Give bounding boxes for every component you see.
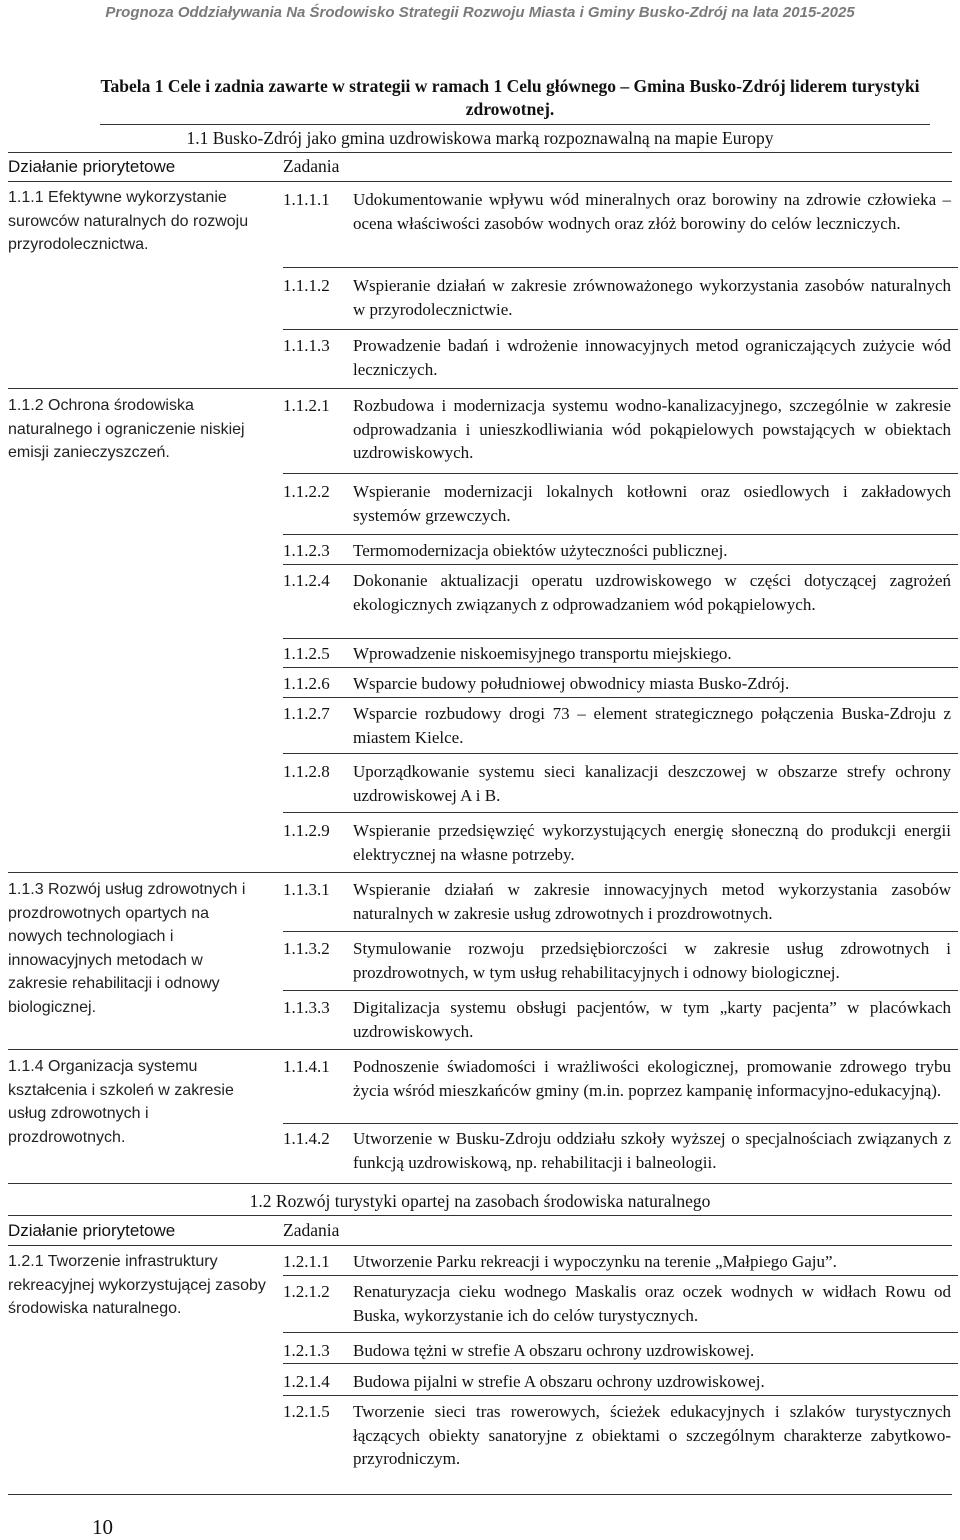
divider — [283, 329, 958, 330]
task-item — [283, 1280, 951, 1327]
task-text: Rozbudowa i modernizacja systemu wodno-kanalizacyjnego, szczególnie w zakresie odprowadzania i unieszkodliwiania wód pokąpielowych powstających w obiektach uzdrowiskowych. — [353, 396, 951, 462]
task-text: Utworzenie Parku rekreacji i wypoczynku na terenie „Małpiego Gaju”. — [353, 1252, 837, 1271]
divider — [283, 473, 958, 474]
task-item — [283, 539, 951, 563]
task-item — [283, 819, 951, 866]
divider — [283, 1123, 958, 1124]
divider — [283, 931, 958, 932]
task-item — [283, 274, 951, 321]
task-item — [283, 878, 951, 925]
column-header-tasks: Zadania — [283, 1220, 340, 1240]
divider — [283, 1275, 958, 1276]
task-item — [283, 1339, 951, 1363]
task-text: Wprowadzenie niskoemisyjnego transportu miejskiego. — [353, 644, 732, 663]
task-text: Udokumentowanie wpływu wód mineralnych oraz borowiny na zdrowie człowieka – ocena właściwości zasobów wodnych oraz złóż borowiny do celów leczniczych. — [353, 190, 951, 233]
task-number: 1.1.2.7 — [283, 704, 330, 723]
divider — [8, 1049, 958, 1050]
task-number: 1.1.2.8 — [283, 762, 330, 781]
task-item — [283, 642, 951, 666]
task-text: Wspieranie działań w zakresie zrównoważonego wykorzystania zasobów naturalnych w przyrodolecznictwie. — [353, 276, 951, 319]
task-number: 1.1.3.3 — [283, 998, 330, 1017]
divider — [8, 1215, 952, 1216]
priority-action: 1.1.1 Efektywne wykorzystanie surowców naturalnych do rozwoju przyrodolecznictwa. — [8, 189, 249, 253]
divider — [283, 638, 958, 639]
task-text: Budowa pijalni w strefie A obszaru ochrony uzdrowiskowej. — [353, 1372, 765, 1391]
divider — [8, 181, 952, 182]
divider — [8, 1245, 952, 1246]
task-number: 1.2.1.2 — [283, 1282, 330, 1301]
task-number: 1.2.1.1 — [283, 1252, 330, 1271]
task-number: 1.2.1.4 — [283, 1372, 330, 1391]
column-header-actions: Działanie priorytetowe — [8, 157, 176, 176]
task-item — [283, 480, 951, 527]
task-item — [283, 672, 951, 696]
task-number: 1.1.2.4 — [283, 571, 330, 590]
task-number: 1.1.2.2 — [283, 482, 330, 501]
task-text: Prowadzenie badań i wdrożenie innowacyjnych metod ograniczających zużycie wód leczniczych. — [353, 336, 951, 379]
task-text: Budowa tężni w strefie A obszaru ochrony uzdrowiskowej. — [353, 1341, 755, 1360]
task-item — [283, 334, 951, 381]
task-text: Utworzenie w Busku-Zdroju oddziału szkoły wyższej o specjalnościach związanych z funkcją uzdrowiskową, np. rehabilitacji i balneologii. — [353, 1129, 951, 1172]
task-text: Dokonanie aktualizacji operatu uzdrowiskowego w części dotyczącej zagrożeń ekologicznych związanych z odprowadzaniem wód pokąpielowych. — [353, 571, 951, 614]
task-item — [283, 1055, 951, 1102]
running-header: Prognoza Oddziaływania Na Środowisko Strategii Rozwoju Miasta i Gminy Busko-Zdrój na lata 2015-2025 — [105, 4, 855, 21]
divider — [283, 267, 958, 268]
divider — [8, 872, 958, 873]
divider — [283, 753, 958, 754]
task-text: Digitalizacja systemu obsługi pacjentów, w tym „karty pacjenta” w placówkach uzdrowiskowych. — [353, 998, 951, 1041]
divider — [283, 1395, 958, 1396]
task-text: Wspieranie przedsięwzięć wykorzystujących energię słoneczną do produkcji energii elektrycznej na własne potrzeby. — [353, 821, 951, 864]
task-item — [283, 188, 951, 235]
task-item — [283, 569, 951, 616]
task-number: 1.1.1.2 — [283, 276, 330, 295]
divider — [283, 697, 958, 698]
goal-title: 1.2 Rozwój turystyki opartej na zasobach środowiska naturalnego — [249, 1191, 711, 1211]
task-text: Wspieranie modernizacji lokalnych kotłowni oraz osiedlowych i zakładowych systemów grzewczych. — [353, 482, 951, 525]
task-text: Tworzenie sieci tras rowerowych, ścieżek edukacyjnych i szlaków turystycznych łączących obiekty sanatoryjne z obiektami o szczególnym charakterze zabytkowo-przyrodniczym. — [353, 1402, 951, 1468]
priority-action: 1.1.2 Ochrona środowiska naturalnego i ograniczenie niskiej emisji zanieczyszczeń. — [8, 397, 245, 461]
task-number: 1.1.2.6 — [283, 674, 330, 693]
priority-action: 1.1.4 Organizacja systemu kształcenia i szkoleń w zakresie usług zdrowotnych i prozdrowotnych. — [8, 1058, 234, 1146]
table-caption: Tabela 1 Cele i zadnia zawarte w strategii w ramach 1 Celu głównego – Gmina Busko-Zdrój liderem turystyki zdrowotnej. — [100, 76, 920, 119]
divider — [283, 1332, 958, 1333]
divider — [283, 812, 958, 813]
task-number: 1.1.3.1 — [283, 880, 330, 899]
task-text: Podnoszenie świadomości i wrażliwości ekologicznej, promowanie zdrowego trybu życia wśród mieszkańców gminy (m.in. poprzez kampanię informacyjno-edukacyjną). — [353, 1057, 951, 1100]
divider — [8, 1183, 952, 1184]
task-number: 1.2.1.3 — [283, 1341, 330, 1360]
task-item — [283, 937, 951, 984]
page-number: 10 — [92, 1515, 113, 1539]
goal-title: 1.1 Busko-Zdrój jako gmina uzdrowiskowa marką rozpoznawalną na mapie Europy — [186, 128, 774, 148]
task-text: Renaturyzacja cieku wodnego Maskalis oraz oczek wodnych w widłach Rowu od Buska, wykorzystanie ich do celów turystycznych. — [353, 1282, 951, 1325]
task-item — [283, 1250, 951, 1274]
task-item — [283, 1370, 951, 1394]
task-number: 1.1.2.1 — [283, 396, 330, 415]
task-text: Wsparcie budowy południowej obwodnicy miasta Busko-Zdrój. — [353, 674, 790, 693]
task-text: Wsparcie rozbudowy drogi 73 – element strategicznego połączenia Buska-Zdroju z miastem Kielce. — [353, 704, 951, 747]
task-number: 1.1.2.5 — [283, 644, 330, 663]
column-header-tasks: Zadania — [283, 156, 340, 176]
column-header-actions: Działanie priorytetowe — [8, 1221, 176, 1240]
task-number: 1.1.2.9 — [283, 821, 330, 840]
task-item — [283, 760, 951, 807]
task-text: Stymulowanie rozwoju przedsiębiorczości w zakresie usług zdrowotnych i prozdrowotnych, w tym usług rehabilitacyjnych i odnowy biologicznej. — [353, 939, 951, 982]
task-number: 1.1.1.3 — [283, 336, 330, 355]
task-text: Termomodernizacja obiektów użyteczności publicznej. — [353, 541, 728, 560]
divider — [100, 124, 930, 125]
task-item — [283, 702, 951, 749]
priority-action: 1.1.3 Rozwój usług zdrowotnych i prozdrowotnych opartych na nowych technologiach i innowacyjnych metodach w zakresie rehabilitacji i odnowy biologicznej. — [8, 881, 246, 1016]
priority-action: 1.2.1 Tworzenie infrastruktury rekreacyjnej wykorzystującej zasoby środowiska naturalnego. — [8, 1253, 266, 1317]
divider — [283, 534, 958, 535]
divider — [283, 564, 958, 565]
task-number: 1.1.3.2 — [283, 939, 330, 958]
divider — [8, 152, 952, 153]
task-number: 1.1.4.1 — [283, 1057, 330, 1076]
footer-divider — [8, 1494, 952, 1495]
divider — [283, 1363, 958, 1364]
divider — [283, 990, 958, 991]
divider — [283, 667, 958, 668]
task-number: 1.1.2.3 — [283, 541, 330, 560]
task-number: 1.1.4.2 — [283, 1129, 330, 1148]
task-item — [283, 394, 951, 465]
task-item — [283, 1127, 951, 1174]
task-text: Wspieranie działań w zakresie innowacyjnych metod wykorzystania zasobów naturalnych w zakresie usług zdrowotnych i prozdrowotnych. — [353, 880, 951, 923]
task-text: Uporządkowanie systemu sieci kanalizacji deszczowej w obszarze strefy ochrony uzdrowiskowej A i B. — [353, 762, 951, 805]
task-item — [283, 996, 951, 1043]
task-item — [283, 1400, 951, 1471]
task-number: 1.1.1.1 — [283, 190, 330, 209]
divider — [8, 388, 958, 389]
task-number: 1.2.1.5 — [283, 1402, 330, 1421]
